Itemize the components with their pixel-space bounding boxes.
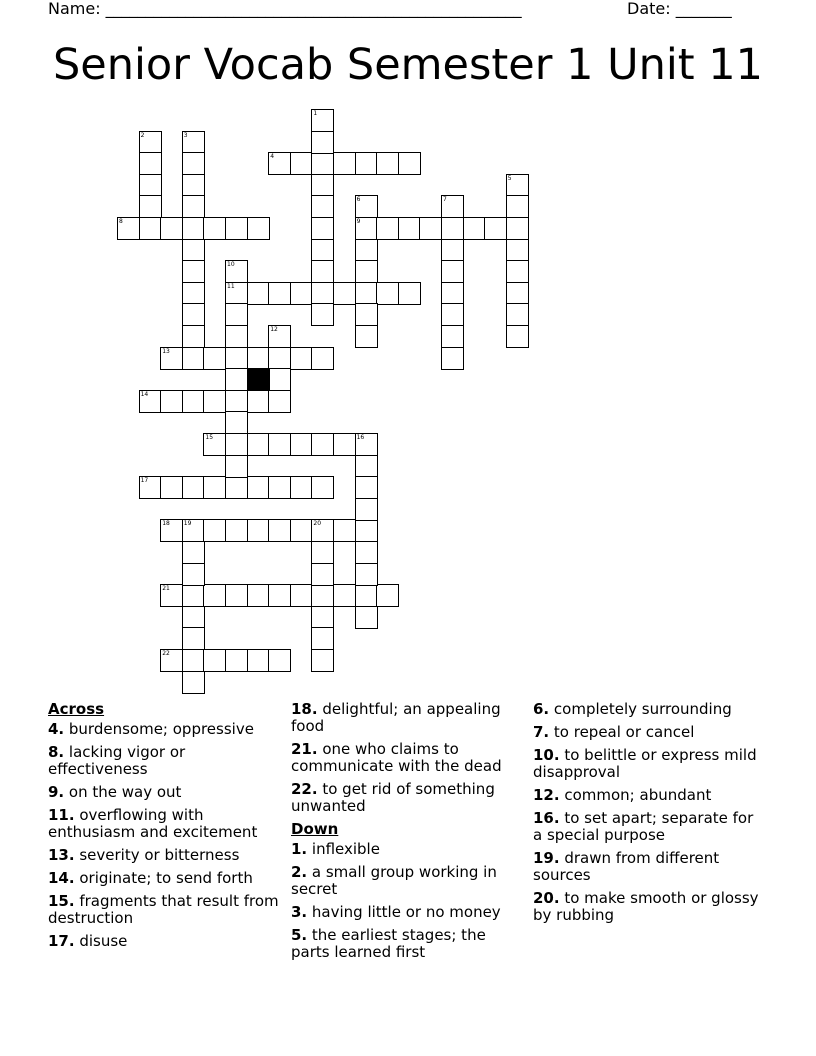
- grid-cell[interactable]: [160, 217, 183, 240]
- clue-text: fragments that result from destruction: [48, 892, 279, 927]
- grid-cell[interactable]: [225, 433, 248, 456]
- grid-clue-number: 7: [443, 196, 447, 204]
- grid-cell[interactable]: [376, 152, 399, 175]
- clue-number: 7.: [533, 723, 550, 741]
- grid-cell[interactable]: [182, 325, 205, 348]
- grid-cell[interactable]: [182, 649, 205, 672]
- grid-cell[interactable]: [311, 433, 334, 456]
- grid-clue-number: 2: [140, 131, 145, 139]
- grid-clue-number: 9: [356, 218, 361, 225]
- clue-text: burdensome; oppressive: [64, 720, 254, 738]
- grid-cell[interactable]: [506, 303, 529, 326]
- grid-cell[interactable]: [355, 476, 378, 499]
- grid-cell[interactable]: [355, 563, 378, 586]
- grid-cell[interactable]: [463, 217, 486, 240]
- grid-cell[interactable]: [182, 174, 205, 197]
- grid-clue-number: 10: [227, 261, 235, 269]
- grid-cell[interactable]: [290, 476, 313, 499]
- clue-number: 13.: [48, 846, 75, 864]
- grid-cell[interactable]: [355, 455, 378, 478]
- clue-number: 19.: [533, 849, 560, 867]
- clue-item: [533, 747, 765, 781]
- date-field-label: Date: _______: [627, 0, 732, 18]
- clue-number: 17.: [48, 932, 75, 950]
- clue-item: [291, 781, 523, 815]
- grid-clue-number: 3: [183, 131, 188, 139]
- grid-cell[interactable]: [333, 584, 356, 607]
- grid-cell[interactable]: [268, 519, 291, 542]
- grid-cell[interactable]: [311, 152, 334, 175]
- grid-cell[interactable]: [203, 519, 226, 542]
- grid-cell[interactable]: [247, 519, 270, 542]
- clue-text: overflowing with enthusiasm and excitement: [48, 806, 258, 841]
- grid-cell[interactable]: [139, 174, 162, 197]
- grid-cell[interactable]: [225, 368, 248, 391]
- grid-cell[interactable]: [290, 282, 313, 305]
- clue-item: [533, 810, 765, 844]
- grid-clue-number: 19: [183, 520, 192, 528]
- grid-cell[interactable]: [506, 239, 529, 262]
- clue-item: [533, 724, 765, 741]
- clue-item: [533, 787, 765, 804]
- grid-cell[interactable]: [225, 584, 248, 607]
- grid-clue-number: 14: [140, 390, 149, 398]
- page-title: Senior Vocab Semester 1 Unit 11: [52, 40, 764, 90]
- clue-column-2: [291, 701, 523, 967]
- grid-cell[interactable]: [247, 390, 270, 413]
- grid-cell[interactable]: [225, 325, 248, 348]
- grid-cell[interactable]: [355, 584, 378, 607]
- grid-cell[interactable]: [419, 217, 442, 240]
- grid-cell[interactable]: [398, 282, 421, 305]
- clue-text: severity or bitterness: [74, 846, 240, 864]
- clue-text: a small group working in secret: [291, 863, 497, 898]
- grid-cell[interactable]: [376, 217, 399, 240]
- grid-cell[interactable]: [225, 390, 248, 413]
- grid-cell[interactable]: [203, 347, 226, 370]
- grid-clue-number: 18: [162, 520, 170, 528]
- clue-number: 16.: [533, 809, 560, 827]
- grid-cell[interactable]: [311, 239, 334, 262]
- grid-clue-number: 12: [270, 326, 278, 333]
- grid-cell[interactable]: [182, 195, 205, 218]
- grid-cell[interactable]: [311, 563, 334, 586]
- grid-cell[interactable]: [333, 152, 356, 175]
- grid-cell[interactable]: [225, 303, 248, 326]
- grid-cell[interactable]: [182, 282, 205, 305]
- grid-cell[interactable]: [506, 260, 529, 283]
- clue-item: [291, 841, 523, 858]
- clue-text: to repeal or cancel: [549, 723, 695, 741]
- grid-cell[interactable]: [355, 239, 378, 262]
- grid-clue-number: 11: [227, 282, 235, 290]
- clue-item: [291, 701, 523, 735]
- clue-number: 21.: [291, 740, 318, 758]
- grid-cell[interactable]: [311, 282, 334, 305]
- grid-cell[interactable]: [268, 649, 291, 672]
- clue-number: 11.: [48, 806, 75, 824]
- grid-cell[interactable]: [441, 303, 464, 326]
- grid-cell[interactable]: [247, 347, 270, 370]
- grid-cell[interactable]: [506, 282, 529, 305]
- grid-cell[interactable]: [506, 217, 529, 240]
- grid-cell[interactable]: [160, 390, 183, 413]
- clue-item: [48, 870, 280, 887]
- grid-cell[interactable]: [290, 152, 313, 175]
- grid-cell[interactable]: [247, 649, 270, 672]
- grid-cell[interactable]: [268, 368, 291, 391]
- clue-section-heading: Across: [48, 700, 105, 718]
- clue-text: to get rid of something unwanted: [291, 780, 495, 815]
- grid-cell[interactable]: [290, 433, 313, 456]
- grid-cell[interactable]: [355, 519, 378, 542]
- grid-cell[interactable]: [311, 195, 334, 218]
- grid-cell[interactable]: [355, 303, 378, 326]
- grid-cell[interactable]: [225, 347, 248, 370]
- clue-number: 15.: [48, 892, 75, 910]
- grid-cell[interactable]: [203, 217, 226, 240]
- grid-cell[interactable]: [268, 433, 291, 456]
- grid-clue-number: 17: [140, 477, 149, 485]
- grid-cell[interactable]: [484, 217, 507, 240]
- grid-cell[interactable]: [441, 325, 464, 348]
- clue-text: common; abundant: [559, 786, 712, 804]
- clue-number: 1.: [291, 840, 308, 858]
- grid-cell[interactable]: [398, 152, 421, 175]
- clue-number: 9.: [48, 783, 65, 801]
- clue-item: [291, 741, 523, 775]
- grid-cell[interactable]: [182, 584, 205, 607]
- grid-cell[interactable]: [160, 476, 183, 499]
- grid-clue-number: 22: [162, 650, 170, 657]
- grid-cell[interactable]: [182, 260, 205, 283]
- clue-section-heading: Down: [291, 820, 339, 838]
- clue-number: 14.: [48, 869, 75, 887]
- clue-number: 3.: [291, 903, 308, 921]
- grid-cell[interactable]: [268, 476, 291, 499]
- clue-text: inflexible: [307, 840, 380, 858]
- grid-cell[interactable]: [225, 411, 248, 434]
- grid-cell[interactable]: [247, 584, 270, 607]
- grid-clue-number: 8: [119, 218, 123, 225]
- grid-cell[interactable]: [311, 541, 334, 564]
- grid-clue-number: 4: [270, 153, 275, 161]
- grid-clue-number: 6: [356, 196, 361, 204]
- grid-cell[interactable]: [247, 217, 270, 240]
- clue-number: 22.: [291, 780, 318, 798]
- grid-cell[interactable]: [225, 519, 248, 542]
- grid-cell[interactable]: [268, 282, 291, 305]
- clue-text: completely surrounding: [549, 700, 732, 718]
- clue-item: [291, 864, 523, 898]
- grid-cell[interactable]: [355, 152, 378, 175]
- clue-text: to belittle or express mild disapproval: [533, 746, 757, 781]
- grid-clue-number: 15: [205, 434, 214, 441]
- grid-cell[interactable]: [290, 347, 313, 370]
- grid-cell[interactable]: [268, 584, 291, 607]
- grid-cell[interactable]: [311, 174, 334, 197]
- grid-cell[interactable]: [355, 498, 378, 521]
- black-square: [247, 368, 270, 391]
- clue-number: 18.: [291, 700, 318, 718]
- grid-cell[interactable]: [441, 217, 464, 240]
- grid-cell[interactable]: [311, 217, 334, 240]
- clue-item: [533, 701, 765, 718]
- clue-item: [48, 721, 280, 738]
- grid-cell[interactable]: [355, 260, 378, 283]
- clue-item: [48, 744, 280, 778]
- grid-cell[interactable]: [311, 303, 334, 326]
- grid-cell[interactable]: [311, 627, 334, 650]
- grid-cell[interactable]: [182, 152, 205, 175]
- clue-number: 8.: [48, 743, 65, 761]
- clue-number: 20.: [533, 889, 560, 907]
- grid-cell[interactable]: [203, 584, 226, 607]
- grid-cell[interactable]: [333, 433, 356, 456]
- grid-cell[interactable]: [182, 627, 205, 650]
- grid-cell[interactable]: [311, 131, 334, 154]
- grid-cell[interactable]: [376, 584, 399, 607]
- grid-cell[interactable]: [182, 476, 205, 499]
- grid-clue-number: 21: [162, 585, 170, 593]
- clue-item: [48, 807, 280, 841]
- grid-cell[interactable]: [225, 455, 248, 478]
- grid-cell[interactable]: [182, 347, 205, 370]
- clue-item: [48, 893, 280, 927]
- grid-cell[interactable]: [290, 584, 313, 607]
- clue-text: having little or no money: [307, 903, 501, 921]
- grid-cell[interactable]: [441, 347, 464, 370]
- grid-cell[interactable]: [247, 282, 270, 305]
- clue-column-3: [533, 701, 765, 930]
- grid-cell[interactable]: [290, 519, 313, 542]
- grid-cell[interactable]: [182, 563, 205, 586]
- clue-text: disuse: [74, 932, 128, 950]
- grid-cell[interactable]: [268, 347, 291, 370]
- grid-cell[interactable]: [355, 606, 378, 629]
- grid-cell[interactable]: [247, 476, 270, 499]
- grid-cell[interactable]: [311, 476, 334, 499]
- grid-cell[interactable]: [139, 217, 162, 240]
- grid-cell[interactable]: [333, 282, 356, 305]
- grid-clue-number: 1: [313, 110, 318, 117]
- clue-text: the earliest stages; the parts learned first: [291, 926, 486, 961]
- grid-cell[interactable]: [311, 584, 334, 607]
- grid-cell[interactable]: [355, 325, 378, 348]
- grid-cell[interactable]: [139, 152, 162, 175]
- clue-item: [291, 904, 523, 921]
- clue-item: [48, 847, 280, 864]
- grid-cell[interactable]: [311, 260, 334, 283]
- grid-cell[interactable]: [333, 519, 356, 542]
- clue-number: 6.: [533, 700, 550, 718]
- grid-cell[interactable]: [139, 195, 162, 218]
- grid-clue-number: 16: [356, 434, 365, 441]
- grid-cell[interactable]: [268, 390, 291, 413]
- clue-text: delightful; an appealing food: [291, 700, 501, 735]
- clue-item: [533, 850, 765, 884]
- grid-cell[interactable]: [203, 390, 226, 413]
- clue-item: [48, 933, 280, 950]
- grid-cell[interactable]: [398, 217, 421, 240]
- grid-cell[interactable]: [182, 217, 205, 240]
- clue-number: 10.: [533, 746, 560, 764]
- name-field-label: Name: ____________________________________________________: [48, 0, 522, 18]
- grid-clue-number: 13: [162, 347, 170, 355]
- clue-item: [48, 784, 280, 801]
- clue-text: to set apart; separate for a special purpose: [533, 809, 754, 844]
- grid-cell[interactable]: [182, 671, 205, 694]
- grid-cell[interactable]: [506, 325, 529, 348]
- grid-cell[interactable]: [203, 476, 226, 499]
- clue-number: 2.: [291, 863, 308, 881]
- clue-text: on the way out: [64, 783, 182, 801]
- grid-cell[interactable]: [355, 282, 378, 305]
- grid-cell[interactable]: [441, 239, 464, 262]
- grid-cell[interactable]: [311, 649, 334, 672]
- clue-text: one who claims to communicate with the dead: [291, 740, 502, 775]
- grid-cell[interactable]: [441, 282, 464, 305]
- grid-cell[interactable]: [182, 303, 205, 326]
- grid-cell[interactable]: [225, 476, 248, 499]
- clue-number: 5.: [291, 926, 308, 944]
- grid-cell[interactable]: [376, 282, 399, 305]
- grid-cell[interactable]: [311, 347, 334, 370]
- grid-clue-number: 20: [313, 520, 322, 528]
- grid-cell[interactable]: [506, 195, 529, 218]
- grid-cell[interactable]: [182, 239, 205, 262]
- clue-number: 4.: [48, 720, 65, 738]
- grid-cell[interactable]: [225, 649, 248, 672]
- grid-cell[interactable]: [355, 541, 378, 564]
- clue-column-1: [48, 701, 280, 956]
- grid-cell[interactable]: [247, 433, 270, 456]
- grid-clue-number: 5: [507, 174, 512, 182]
- grid-cell[interactable]: [203, 649, 226, 672]
- grid-cell[interactable]: [182, 390, 205, 413]
- clue-text: drawn from different sources: [533, 849, 720, 884]
- clue-item: [291, 927, 523, 961]
- grid-cell[interactable]: [311, 606, 334, 629]
- clue-text: to make smooth or glossy by rubbing: [533, 889, 759, 924]
- clue-number: 12.: [533, 786, 560, 804]
- clue-text: lacking vigor or effectiveness: [48, 743, 186, 778]
- clue-item: [533, 890, 765, 924]
- clue-text: originate; to send forth: [74, 869, 253, 887]
- grid-cell[interactable]: [441, 260, 464, 283]
- grid-cell[interactable]: [182, 541, 205, 564]
- grid-cell[interactable]: [225, 217, 248, 240]
- grid-cell[interactable]: [182, 606, 205, 629]
